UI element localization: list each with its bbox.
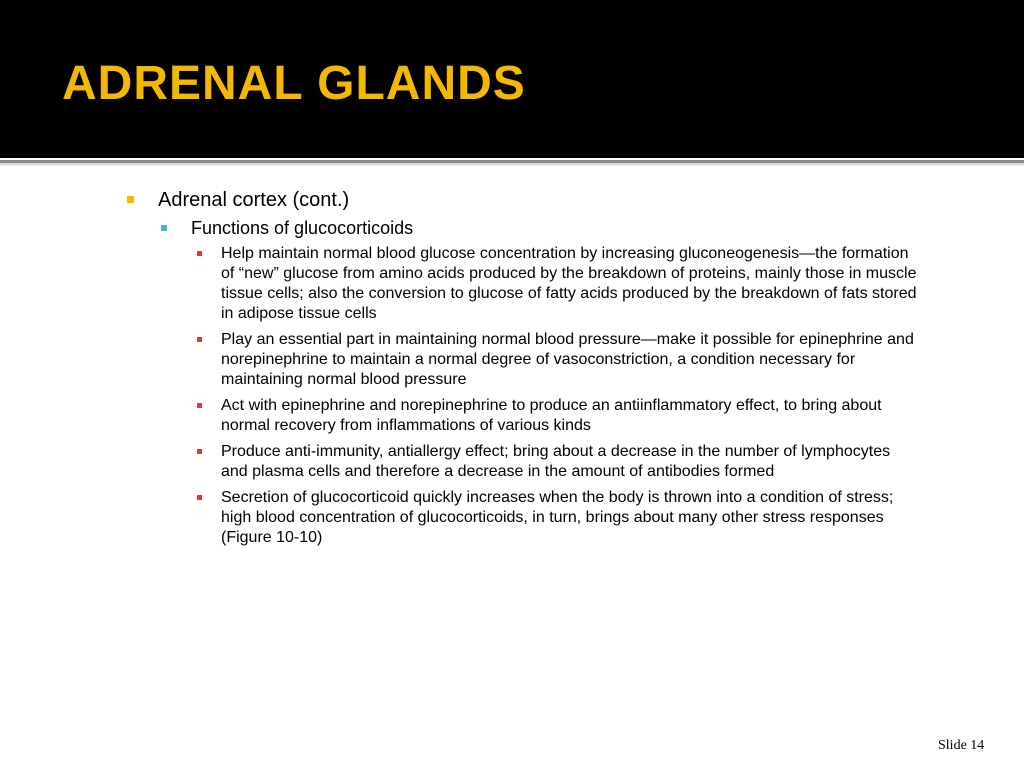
bullet-level2 <box>0 214 1024 242</box>
bullet-heading: Adrenal cortex (cont.) <box>158 189 350 211</box>
bullet-text: Secretion of glucocorticoid quickly increases when the body is thrown into a condition of stress; high blood concentration of glucocorticoids, in turn, brings about many other stress responses (Figure 10-10) <box>221 489 894 546</box>
square-bullet-icon <box>197 449 202 454</box>
bullet-text: Play an essential part in maintaining normal blood pressure—make it possible for epinephrine and norepinephrine to maintain a normal degree of vasoconstriction, a condition necessary for maintaining normal blood pressure <box>221 331 914 388</box>
bullet-point <box>221 488 921 548</box>
square-bullet-icon <box>127 196 134 203</box>
square-bullet-icon <box>197 495 202 500</box>
square-bullet-icon <box>197 403 202 408</box>
bullet-point <box>221 330 921 390</box>
bullet-point <box>221 396 921 436</box>
square-bullet-icon <box>197 337 202 342</box>
bullet-text: Produce anti-immunity, antiallergy effect; bring about a decrease in the number of lymphocytes and plasma cells and therefore a decrease in the amount of antibodies formed <box>221 443 891 480</box>
slide-body <box>0 186 1024 554</box>
bullet-text: Act with epinephrine and norepinephrine to produce an antiinflammatory effect, to bring about normal recovery from inflammations of various kinds <box>221 397 882 434</box>
slide-number: Slide 14 <box>938 738 985 753</box>
square-bullet-icon <box>161 225 167 231</box>
bullet-point <box>221 442 921 482</box>
bullet-text: Help maintain normal blood glucose concentration by increasing gluconeogenesis—the formation of “new” glucose from amino acids produced by the breakdown of proteins, mainly those in muscle tissue cells; also the conversion to glucose of fatty acids produced by the breakdown of fats stored in adipose tissue cells <box>221 245 917 322</box>
bullet-level1 <box>0 186 1024 214</box>
title-bar <box>0 0 1024 158</box>
bullet-point <box>221 244 921 324</box>
square-bullet-icon <box>197 251 202 256</box>
title-divider-shadow <box>0 163 1024 167</box>
bullet-subheading: Functions of glucocorticoids <box>191 218 414 238</box>
slide-title: ADRENAL GLANDS <box>62 57 526 110</box>
